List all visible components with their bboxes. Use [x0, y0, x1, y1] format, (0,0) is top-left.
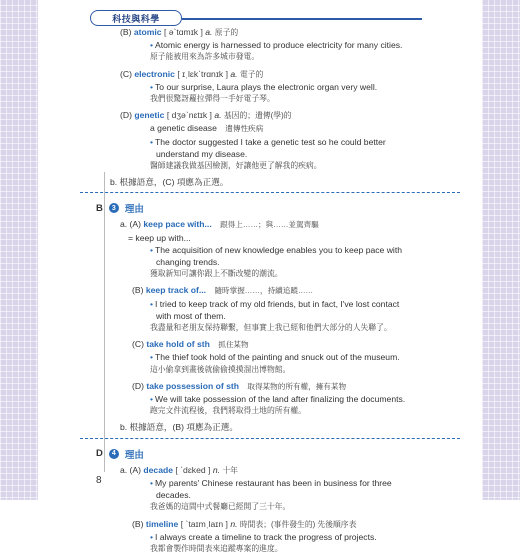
section-divider: [80, 192, 460, 193]
example-translation: 我們很驚訝蘿拉彈得一手好電子琴。: [150, 94, 275, 104]
example-sentence: • I always create a timeline to track the progress of projects.: [150, 531, 377, 542]
entry-keep-pace: a. (A) keep pace with... 跟得上……；與……並駕齊驅: [120, 219, 319, 230]
vocab-word: take possession of sth: [146, 380, 239, 391]
part-of-speech: a.: [214, 110, 222, 121]
vocab-word: genetic: [134, 110, 165, 121]
entry-decade: a. (A) decade [ ˋdɛked ] n. 十年: [120, 464, 238, 475]
example-translation: 獲取新知可讓你跟上不斷改變的潮流。: [150, 269, 283, 279]
right-margin-stripe: [482, 0, 520, 500]
definition: 原子的: [214, 28, 239, 37]
header-rule: [182, 18, 422, 20]
example-sentence-cont: with most of them.: [156, 310, 226, 321]
example-sentence-cont: understand my disease.: [156, 148, 248, 159]
definition: 十年: [222, 465, 238, 475]
part-of-speech: n.: [230, 518, 238, 529]
example-translation: 我都會製作時間表來追蹤專案的進度。: [150, 543, 283, 553]
vocab-word: keep pace with...: [143, 219, 212, 230]
example-translation: 醫師建議我做基因檢測，好讓他更了解我的疾病。: [150, 161, 322, 171]
definition: 抓住某物: [218, 340, 249, 350]
example-sentence: • My parents' Chinese restaurant has been in business for three: [150, 477, 392, 488]
part-of-speech: a.: [230, 68, 238, 79]
definition: 時間表；(事件發生的) 先後順序表: [239, 519, 357, 529]
example-sentence: • The thief took hold of the painting and snuck out of the museum.: [150, 352, 400, 363]
question-number-badge: 3: [109, 203, 119, 213]
question-number-badge: 4: [109, 449, 119, 459]
part-of-speech: n.: [212, 464, 220, 475]
example-sentence: • We will take possession of the land after finalizing the documents.: [150, 394, 406, 405]
entry-take-possession: (D) take possession of sth 取得某物的所有權，擁有某物: [132, 380, 347, 391]
definition: 取得某物的所有權，擁有某物: [247, 381, 347, 391]
example-sentence: • I tried to keep track of my old friends, but in fact, I've lost contact: [150, 298, 400, 309]
section-heading-B: [96, 201, 470, 215]
example-sentence: • The acquisition of new knowledge enables you to keep pace with: [150, 244, 403, 255]
section-divider: [80, 438, 460, 439]
example-sentence-cont: changing trends.: [156, 257, 220, 268]
definition: 電子的: [239, 69, 264, 79]
entry-genetic: [120, 109, 470, 122]
example-translation: 我盡量和老朋友保持聯繫，但事實上我已經和他們大部分的人失聯了。: [150, 323, 392, 333]
pronunciation: [ ˋtaɪmˌlaɪn ]: [180, 518, 228, 529]
chapter-header-badge: [90, 10, 182, 26]
collocation: a genetic disease 遺傳性疾病: [150, 123, 264, 134]
entry-timeline: (B) timeline [ ˋtaɪmˌlaɪn ] n. 時間表；(事件發生的) 先後順序表: [132, 518, 357, 529]
vocab-word: decade: [143, 464, 174, 475]
example-sentence: • To our surprise, Laura plays the electronic organ very well.: [150, 81, 378, 92]
definition: 基因的；遺傳(學)的: [223, 111, 292, 121]
example-translation: 我爸媽的這間中式餐廳已經開了三十年。: [150, 502, 291, 512]
example-sentence-cont: decades.: [156, 490, 191, 501]
option-label: (C): [120, 68, 132, 79]
example-sentence: • The doctor suggested I take a genetic test so he could better: [150, 136, 386, 147]
section-label: 理由: [124, 449, 144, 461]
option-label: (B): [120, 27, 132, 37]
definition: 跟得上……；與……並駕齊驅: [220, 220, 319, 230]
entry-keep-track: (B) keep track of... 隨時掌握……，持續追蹤……: [132, 285, 314, 296]
entry-atomic: [120, 26, 470, 39]
pronunciation: [ ɪˌlɛkˋtrɑnɪk ]: [177, 68, 228, 79]
page-content: [96, 26, 470, 555]
vocab-word: keep track of...: [145, 285, 207, 296]
vocab-word: electronic: [134, 68, 175, 79]
left-margin-stripe: [0, 0, 38, 500]
section-heading-D: [96, 447, 470, 461]
section-letter: B: [96, 202, 103, 214]
vertical-rule: [104, 172, 105, 472]
pronunciation: [ ˋdɛked ]: [175, 464, 211, 475]
section-label: 理由: [124, 204, 144, 216]
chapter-header-title: 科技與科學: [112, 13, 160, 24]
vocab-word: take hold of sth: [146, 339, 210, 350]
vocab-word: timeline: [145, 518, 179, 529]
answer-reason: b. 根據語意，(B) 項應為正選。: [120, 422, 238, 433]
section-letter: D: [96, 448, 103, 460]
example-sentence: • Atomic energy is harnessed to produce electricity for many cities.: [150, 40, 403, 51]
synonym: = keep up with...: [128, 232, 191, 243]
example-translation: 原子能被用來為許多城市發電。: [150, 52, 260, 62]
example-translation: 這小偷拿到畫後就偷偷摸摸溜出博物館。: [150, 364, 291, 374]
page-number: 8: [96, 475, 102, 486]
entry-take-hold: (C) take hold of sth 抓住某物: [132, 339, 249, 350]
answer-reason: b. 根據語意，(C) 項應為正選。: [110, 177, 229, 188]
pronunciation: [ əˋtɑmɪk ]: [163, 27, 203, 37]
pronunciation: [ dʒəˋnɛtɪk ]: [166, 110, 212, 121]
option-label: (D): [120, 110, 132, 121]
entry-electronic: [120, 68, 470, 81]
vocab-word: atomic: [133, 27, 162, 37]
definition: 隨時掌握……，持續追蹤……: [214, 286, 314, 296]
example-translation: 跑完文件流程後，我們將取得土地的所有權。: [150, 406, 306, 416]
part-of-speech: a.: [205, 27, 213, 37]
